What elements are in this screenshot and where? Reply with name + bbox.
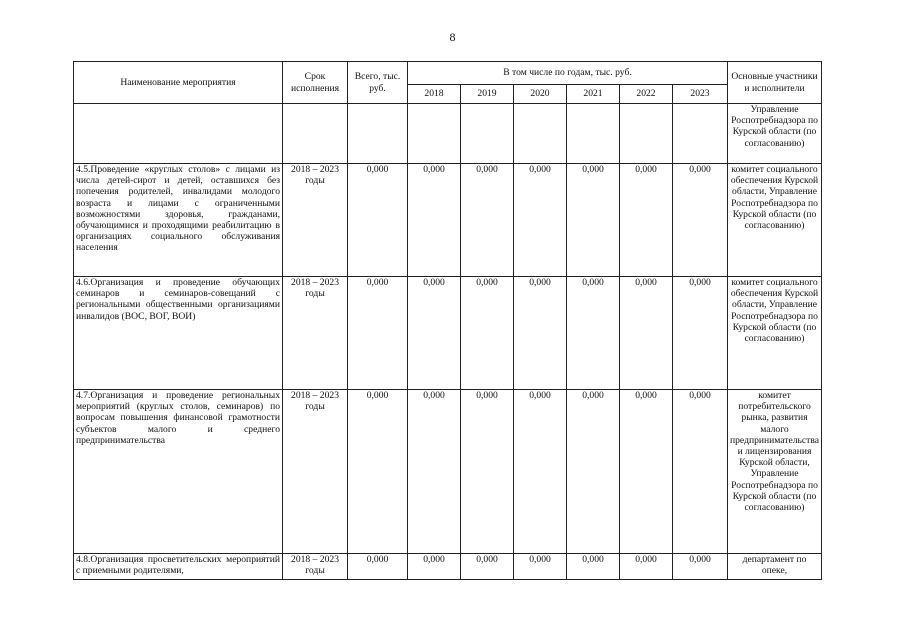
activity-total — [348, 104, 408, 164]
year-value — [620, 104, 673, 164]
year-header: 2018 — [408, 85, 461, 104]
activity-term: 2018 – 2023 годы — [283, 390, 348, 554]
activity-total: 0,000 — [348, 390, 408, 554]
year-value: 0,000 — [567, 554, 620, 580]
year-value: 0,000 — [514, 277, 567, 390]
activity-term: 2018 – 2023 годы — [283, 554, 348, 580]
activity-term: 2018 – 2023 годы — [283, 164, 348, 277]
year-value: 0,000 — [673, 390, 728, 554]
year-value: 0,000 — [461, 390, 514, 554]
header-by-years: В том числе по годам, тыс. руб. — [408, 62, 728, 85]
year-header: 2021 — [567, 85, 620, 104]
year-value: 0,000 — [461, 554, 514, 580]
activity-name: 4.8.Организация просветительских мероприятий с приемными родителями, — [74, 554, 283, 580]
table-row — [74, 164, 822, 277]
year-value: 0,000 — [620, 277, 673, 390]
activity-total: 0,000 — [348, 164, 408, 277]
year-value: 0,000 — [673, 277, 728, 390]
year-header: 2022 — [620, 85, 673, 104]
year-value: 0,000 — [567, 390, 620, 554]
year-value — [514, 104, 567, 164]
page-number: 8 — [449, 30, 456, 44]
activity-participants: комитет потребительского рынка, развития малого предпринимательства и лицензирования Курской области, Управление Роспотребнадзора по Курской области (по согласованию) — [728, 390, 822, 554]
activities-table — [73, 61, 822, 580]
year-value: 0,000 — [514, 164, 567, 277]
year-value: 0,000 — [408, 164, 461, 277]
year-header: 2019 — [461, 85, 514, 104]
year-value: 0,000 — [620, 164, 673, 277]
activity-participants: департамент по опеке, — [728, 554, 822, 580]
header-name: Наименование мероприятия — [74, 62, 283, 104]
year-value: 0,000 — [567, 277, 620, 390]
year-value: 0,000 — [620, 390, 673, 554]
year-value: 0,000 — [514, 554, 567, 580]
activity-total: 0,000 — [348, 277, 408, 390]
table-row — [74, 104, 822, 164]
year-value: 0,000 — [408, 277, 461, 390]
year-header: 2023 — [673, 85, 728, 104]
year-value — [567, 104, 620, 164]
year-value — [408, 104, 461, 164]
year-value: 0,000 — [461, 164, 514, 277]
year-value — [461, 104, 514, 164]
year-value: 0,000 — [461, 277, 514, 390]
year-value: 0,000 — [514, 390, 567, 554]
table-row — [74, 554, 822, 580]
header-term: Срок исполнения — [283, 62, 348, 104]
activity-total: 0,000 — [348, 554, 408, 580]
activity-name: 4.5.Проведение «круглых столов» с лицами из числа детей-сирот и детей, оставшихся без попечения родителей, инвалидами молодого возраста и лицами с ограниченными возможностями здоровья, гражданами, обучающимися и проходящими реабилитацию в организациях социального обслуживания населения — [74, 164, 283, 277]
activity-name — [74, 104, 283, 164]
table-row — [74, 277, 822, 390]
year-value: 0,000 — [567, 164, 620, 277]
header-total: Всего, тыс. руб. — [348, 62, 408, 104]
year-value: 0,000 — [673, 554, 728, 580]
activity-participants: комитет социального обеспечения Курской области, Управление Роспотребнадзора по Курской области (по согласованию) — [728, 277, 822, 390]
year-value: 0,000 — [408, 390, 461, 554]
activity-participants: Управление Роспотребнадзора по Курской области (по согласованию) — [728, 104, 822, 164]
year-value: 0,000 — [408, 554, 461, 580]
activity-name: 4.6.Организация и проведение обучающих семинаров и семинаров-совещаний с региональными общественными организациями инвалидов (ВОС, ВОГ, ВОИ) — [74, 277, 283, 390]
activity-term — [283, 104, 348, 164]
activity-participants: комитет социального обеспечения Курской области, Управление Роспотребнадзора по Курской области (по согласованию) — [728, 164, 822, 277]
activity-name: 4.7.Организация и проведение региональных мероприятий (круглых столов, семинаров) по вопросам повышения финансовой грамотности субъектов малого и среднего предпринимательства — [74, 390, 283, 554]
year-value: 0,000 — [673, 164, 728, 277]
year-header: 2020 — [514, 85, 567, 104]
table-row — [74, 390, 822, 554]
year-value: 0,000 — [620, 554, 673, 580]
activity-term: 2018 – 2023 годы — [283, 277, 348, 390]
header-participants: Основные участники и исполнители — [728, 62, 822, 104]
year-value — [673, 104, 728, 164]
